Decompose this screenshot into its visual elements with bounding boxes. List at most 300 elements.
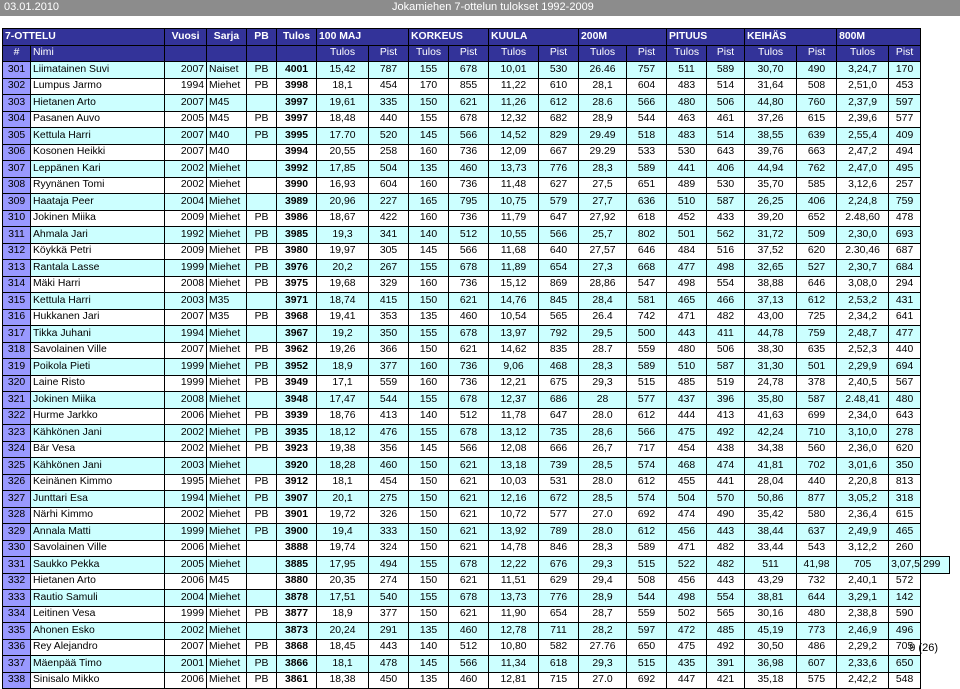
shot-put-result: 10,01: [489, 62, 539, 79]
total-score: 3990: [277, 177, 317, 194]
shot-put-points: 846: [539, 540, 579, 557]
800m-result: 2,36,0: [837, 441, 889, 458]
high-jump-result: 135: [409, 623, 449, 640]
hurdles-result: 16,93: [317, 177, 369, 194]
athlete-name: Haataja Peer: [31, 194, 165, 211]
high-jump-points: 460: [449, 309, 489, 326]
high-jump-result: 150: [409, 573, 449, 590]
athlete-name: Kähkönen Jani: [31, 458, 165, 475]
athlete-name: Hukkanen Jari: [31, 309, 165, 326]
print-date: 03.01.2010: [4, 1, 60, 13]
class: Miehet: [207, 342, 247, 359]
long-jump-points: 441: [707, 474, 745, 491]
hurdles-points: 275: [369, 491, 409, 508]
hurdles-points: 504: [369, 161, 409, 178]
hurdles-result: 18,1: [317, 474, 369, 491]
javelin-result: 33,44: [745, 540, 797, 557]
high-jump-points: 460: [449, 161, 489, 178]
shot-put-result: 13,97: [489, 326, 539, 343]
pb-flag: PB: [247, 672, 277, 689]
long-jump-points: 562: [707, 227, 745, 244]
shot-put-points: 610: [539, 78, 579, 95]
javelin-points: 480: [797, 606, 837, 623]
javelin-points: 699: [797, 408, 837, 425]
800m-result: 2,52,3: [837, 342, 889, 359]
class: Miehet: [207, 408, 247, 425]
table-row: [3, 309, 950, 326]
shot-put-result: 13,92: [489, 524, 539, 541]
shot-put-points: 682: [539, 111, 579, 128]
high-jump-points: 621: [449, 491, 489, 508]
800m-points: 350: [889, 458, 921, 475]
hurdles-result: 18,9: [317, 606, 369, 623]
row-number: 329: [3, 524, 31, 541]
hurdles-result: 19,26: [317, 342, 369, 359]
javelin-result: 35,42: [745, 507, 797, 524]
800m-points: 318: [889, 491, 921, 508]
year: 1999: [165, 359, 207, 376]
table-row: [3, 590, 950, 607]
table-row: [3, 95, 950, 112]
800m-result: 2,40,1: [837, 573, 889, 590]
class: M45: [207, 95, 247, 112]
long-jump-points: 461: [707, 111, 745, 128]
200m-result: 28.0: [579, 524, 627, 541]
year: 2002: [165, 177, 207, 194]
row-number: 305: [3, 128, 31, 145]
total-score: 3986: [277, 210, 317, 227]
800m-result: 3,12,6: [837, 177, 889, 194]
800m-points: 496: [889, 623, 921, 640]
200m-result: 28.0: [579, 474, 627, 491]
long-jump-result: 443: [667, 326, 707, 343]
year: 1994: [165, 78, 207, 95]
800m-result: 3,01,6: [837, 458, 889, 475]
hurdles-points: 353: [369, 309, 409, 326]
javelin-points: 620: [797, 243, 837, 260]
javelin-result: 37,52: [745, 243, 797, 260]
long-jump-result: 480: [667, 342, 707, 359]
pb-flag: [247, 540, 277, 557]
javelin-points: 508: [797, 78, 837, 95]
total-score: 3976: [277, 260, 317, 277]
long-jump-points: 391: [707, 656, 745, 673]
javelin-points: 644: [797, 590, 837, 607]
shot-put-result: 14,62: [489, 342, 539, 359]
class: Miehet: [207, 210, 247, 227]
javelin-result: 35,18: [745, 672, 797, 689]
javelin-result: 35,70: [745, 177, 797, 194]
total-score: 3948: [277, 392, 317, 409]
hurdles-result: 19,41: [317, 309, 369, 326]
800m-points: 641: [889, 309, 921, 326]
hurdles-result: 17,85: [317, 161, 369, 178]
high-jump-points: 678: [449, 557, 489, 574]
long-jump-result: 474: [667, 507, 707, 524]
row-number: 309: [3, 194, 31, 211]
shot-put-result: 12,09: [489, 144, 539, 161]
row-number: 313: [3, 260, 31, 277]
long-jump-points: 413: [707, 408, 745, 425]
shot-put-result: 14,76: [489, 293, 539, 310]
class: M40: [207, 144, 247, 161]
long-jump-result: 454: [667, 441, 707, 458]
class: Miehet: [207, 590, 247, 607]
javelin-result: 37,26: [745, 111, 797, 128]
year: 2004: [165, 194, 207, 211]
800m-points: 478: [889, 210, 921, 227]
long-jump-points: 443: [707, 524, 745, 541]
class: Miehet: [207, 227, 247, 244]
athlete-name: Mäki Harri: [31, 276, 165, 293]
athlete-name: Tikka Juhani: [31, 326, 165, 343]
long-jump-result: 504: [667, 491, 707, 508]
row-number: 335: [3, 623, 31, 640]
high-jump-points: 621: [449, 507, 489, 524]
year: 2002: [165, 441, 207, 458]
long-jump-result: 435: [667, 656, 707, 673]
year: 2002: [165, 623, 207, 640]
long-jump-points: 506: [707, 95, 745, 112]
800m-points: 615: [889, 507, 921, 524]
long-jump-result: 475: [667, 639, 707, 656]
long-jump-result: 472: [667, 623, 707, 640]
athlete-name: Sinisalo Mikko: [31, 672, 165, 689]
high-jump-result: 140: [409, 639, 449, 656]
high-jump-result: 150: [409, 507, 449, 524]
hurdles-result: 18,9: [317, 359, 369, 376]
high-jump-points: 736: [449, 144, 489, 161]
200m-points: 692: [627, 672, 667, 689]
shot-put-result: 10,75: [489, 194, 539, 211]
pb-flag: PB: [247, 111, 277, 128]
high-jump-result: 160: [409, 144, 449, 161]
year: 1992: [165, 227, 207, 244]
800m-points: 548: [889, 672, 921, 689]
hurdles-result: 18,74: [317, 293, 369, 310]
year: 2008: [165, 276, 207, 293]
total-score: 4001: [277, 62, 317, 79]
long-jump-result: 498: [667, 590, 707, 607]
heading-result: Tulos: [579, 45, 627, 62]
javelin-points: 501: [797, 359, 837, 376]
shot-put-result: 13,18: [489, 458, 539, 475]
hurdles-result: 19,3: [317, 227, 369, 244]
long-jump-result: 485: [667, 375, 707, 392]
heading-200m: 200M: [579, 29, 667, 46]
pb-flag: PB: [247, 507, 277, 524]
200m-result: 28,6: [579, 425, 627, 442]
row-number: 311: [3, 227, 31, 244]
year: 2007: [165, 62, 207, 79]
heading-points: Pist: [627, 45, 667, 62]
total-score: 3888: [277, 540, 317, 557]
high-jump-result: 155: [409, 260, 449, 277]
row-number: 304: [3, 111, 31, 128]
200m-result: 28,3: [579, 359, 627, 376]
pb-flag: [247, 590, 277, 607]
athlete-name: Hurme Jarkko: [31, 408, 165, 425]
long-jump-result: 483: [667, 128, 707, 145]
200m-points: 544: [627, 111, 667, 128]
hurdles-points: 335: [369, 95, 409, 112]
pb-flag: PB: [247, 243, 277, 260]
800m-result: 3,08,0: [837, 276, 889, 293]
shot-put-result: 11,68: [489, 243, 539, 260]
long-jump-points: 411: [707, 326, 745, 343]
row-number: 325: [3, 458, 31, 475]
class: Miehet: [207, 78, 247, 95]
table-row: [3, 623, 950, 640]
total-score: 3878: [277, 590, 317, 607]
shot-put-result: 10,03: [489, 474, 539, 491]
shot-put-points: 829: [539, 128, 579, 145]
pb-flag: [247, 557, 277, 574]
high-jump-result: 170: [409, 78, 449, 95]
800m-points: 684: [889, 260, 921, 277]
high-jump-result: 155: [409, 590, 449, 607]
pb-flag: [247, 326, 277, 343]
high-jump-result: 155: [409, 62, 449, 79]
class: Miehet: [207, 623, 247, 640]
year: 2004: [165, 590, 207, 607]
table-row: [3, 524, 950, 541]
high-jump-result: 135: [409, 672, 449, 689]
200m-result: 28.6: [579, 95, 627, 112]
shot-put-result: 12,08: [489, 441, 539, 458]
javelin-result: 41,81: [745, 458, 797, 475]
athlete-name: Leitinen Vesa: [31, 606, 165, 623]
high-jump-result: 145: [409, 128, 449, 145]
800m-points: 453: [889, 78, 921, 95]
200m-points: 508: [627, 573, 667, 590]
shot-put-result: 13,12: [489, 425, 539, 442]
800m-result: 2,33,6: [837, 656, 889, 673]
class: Miehet: [207, 260, 247, 277]
heading-points: Pist: [797, 45, 837, 62]
200m-result: 28,1: [579, 78, 627, 95]
hurdles-result: 18,67: [317, 210, 369, 227]
year: 2009: [165, 210, 207, 227]
800m-result: 2,51,0: [837, 78, 889, 95]
hurdles-result: 17.70: [317, 128, 369, 145]
200m-result: 29,5: [579, 326, 627, 343]
long-jump-result: 465: [667, 293, 707, 310]
class: M45: [207, 111, 247, 128]
long-jump-result: 444: [667, 408, 707, 425]
long-jump-points: 587: [707, 359, 745, 376]
page-header: [0, 0, 960, 16]
row-number: 328: [3, 507, 31, 524]
pb-flag: PB: [247, 260, 277, 277]
800m-result: 2,29,9: [837, 359, 889, 376]
pb-flag: PB: [247, 606, 277, 623]
athlete-name: Savolainen Ville: [31, 342, 165, 359]
heading-result: Tulos: [489, 45, 539, 62]
year: 2003: [165, 293, 207, 310]
class: Miehet: [207, 194, 247, 211]
year: 1994: [165, 326, 207, 343]
high-jump-result: 155: [409, 425, 449, 442]
heading-shot-put: KUULA: [489, 29, 579, 46]
hurdles-points: 333: [369, 524, 409, 541]
heading-pb: PB: [247, 29, 277, 46]
hurdles-points: 377: [369, 359, 409, 376]
high-jump-result: 160: [409, 276, 449, 293]
shot-put-points: 835: [539, 342, 579, 359]
800m-result: 2,37,9: [837, 95, 889, 112]
hurdles-points: 604: [369, 177, 409, 194]
800m-points: 590: [889, 606, 921, 623]
high-jump-result: 155: [409, 326, 449, 343]
hurdles-points: 494: [369, 557, 409, 574]
long-jump-result: 456: [667, 524, 707, 541]
athlete-name: Ahonen Esko: [31, 623, 165, 640]
hurdles-result: 20,2: [317, 260, 369, 277]
high-jump-points: 566: [449, 128, 489, 145]
javelin-result: 37,13: [745, 293, 797, 310]
javelin-result: 41,63: [745, 408, 797, 425]
high-jump-result: 155: [409, 392, 449, 409]
800m-result: 2.48,60: [837, 210, 889, 227]
heading-result: Tulos: [409, 45, 449, 62]
class: Miehet: [207, 540, 247, 557]
javelin-result: 43,00: [745, 309, 797, 326]
javelin-points: 612: [797, 293, 837, 310]
table-row: [3, 260, 950, 277]
javelin-result: 38,30: [745, 342, 797, 359]
hurdles-points: 329: [369, 276, 409, 293]
hurdles-points: 274: [369, 573, 409, 590]
high-jump-result: 160: [409, 177, 449, 194]
hurdles-points: 415: [369, 293, 409, 310]
shot-put-result: 9,06: [489, 359, 539, 376]
long-jump-result: 475: [667, 425, 707, 442]
high-jump-result: 150: [409, 524, 449, 541]
shot-put-points: 776: [539, 590, 579, 607]
class: Miehet: [207, 656, 247, 673]
200m-result: 26.46: [579, 62, 627, 79]
long-jump-points: 492: [707, 639, 745, 656]
hurdles-result: 19,72: [317, 507, 369, 524]
total-score: 3877: [277, 606, 317, 623]
heading-blank: [165, 45, 207, 62]
200m-points: 577: [627, 392, 667, 409]
table-row: [3, 540, 950, 557]
long-jump-points: 643: [707, 144, 745, 161]
shot-put-points: 675: [539, 375, 579, 392]
shot-put-result: 11,90: [489, 606, 539, 623]
pb-flag: PB: [247, 441, 277, 458]
hurdles-result: 18,1: [317, 78, 369, 95]
row-number: 324: [3, 441, 31, 458]
long-jump-points: 498: [707, 260, 745, 277]
pb-flag: [247, 458, 277, 475]
long-jump-result: 456: [667, 573, 707, 590]
javelin-points: 406: [797, 194, 837, 211]
200m-points: 515: [627, 656, 667, 673]
pb-flag: PB: [247, 375, 277, 392]
shot-put-points: 647: [539, 210, 579, 227]
200m-points: 574: [627, 491, 667, 508]
athlete-name: Saukko Pekka: [31, 557, 165, 574]
high-jump-points: 621: [449, 540, 489, 557]
200m-points: 518: [627, 128, 667, 145]
athlete-name: Leppänen Kari: [31, 161, 165, 178]
results-table: [2, 28, 950, 689]
shot-put-points: 776: [539, 161, 579, 178]
javelin-result: 34,38: [745, 441, 797, 458]
javelin-result: 44,80: [745, 95, 797, 112]
high-jump-result: 150: [409, 491, 449, 508]
shot-put-points: 468: [539, 359, 579, 376]
row-number: 320: [3, 375, 31, 392]
heading-points: Pist: [539, 45, 579, 62]
athlete-name: Närhi Kimmo: [31, 507, 165, 524]
athlete-name: Rey Alejandro: [31, 639, 165, 656]
200m-result: 26,7: [579, 441, 627, 458]
total-score: 3967: [277, 326, 317, 343]
heading-blank: [277, 45, 317, 62]
shot-put-points: 739: [539, 458, 579, 475]
athlete-name: Kettula Harri: [31, 293, 165, 310]
row-number: 303: [3, 95, 31, 112]
heading-800m: 800M: [837, 29, 921, 46]
high-jump-points: 736: [449, 210, 489, 227]
javelin-points: 652: [797, 210, 837, 227]
shot-put-result: 12,78: [489, 623, 539, 640]
200m-points: 574: [627, 458, 667, 475]
year: 1999: [165, 260, 207, 277]
table-row: [3, 128, 950, 145]
high-jump-result: 135: [409, 161, 449, 178]
class: Naiset: [207, 62, 247, 79]
pb-flag: PB: [247, 210, 277, 227]
table-row: [3, 326, 950, 343]
long-jump-points: 506: [707, 342, 745, 359]
shot-put-result: 12,22: [489, 557, 539, 574]
200m-result: 29,3: [579, 557, 627, 574]
200m-points: 597: [627, 623, 667, 640]
high-jump-points: 795: [449, 194, 489, 211]
shot-put-result: 11,34: [489, 656, 539, 673]
long-jump-points: 438: [707, 441, 745, 458]
heading-points: Pist: [889, 45, 921, 62]
javelin-result: 39,20: [745, 210, 797, 227]
pb-flag: [247, 95, 277, 112]
long-jump-points: 406: [707, 161, 745, 178]
table-row: [3, 342, 950, 359]
high-jump-points: 621: [449, 293, 489, 310]
hurdles-result: 17,95: [317, 557, 369, 574]
long-jump-result: 447: [667, 672, 707, 689]
year: 2009: [165, 243, 207, 260]
javelin-points: 637: [797, 524, 837, 541]
athlete-name: Köykkä Petri: [31, 243, 165, 260]
javelin-result: 45,19: [745, 623, 797, 640]
row-number: 306: [3, 144, 31, 161]
table-row: [3, 293, 950, 310]
200m-points: 604: [627, 78, 667, 95]
year: 1999: [165, 606, 207, 623]
shot-put-points: 654: [539, 260, 579, 277]
hurdles-result: 19,38: [317, 441, 369, 458]
shot-put-result: 12,81: [489, 672, 539, 689]
high-jump-points: 512: [449, 408, 489, 425]
table-row: [3, 111, 950, 128]
high-jump-result: 155: [409, 557, 449, 574]
hurdles-points: 476: [369, 425, 409, 442]
